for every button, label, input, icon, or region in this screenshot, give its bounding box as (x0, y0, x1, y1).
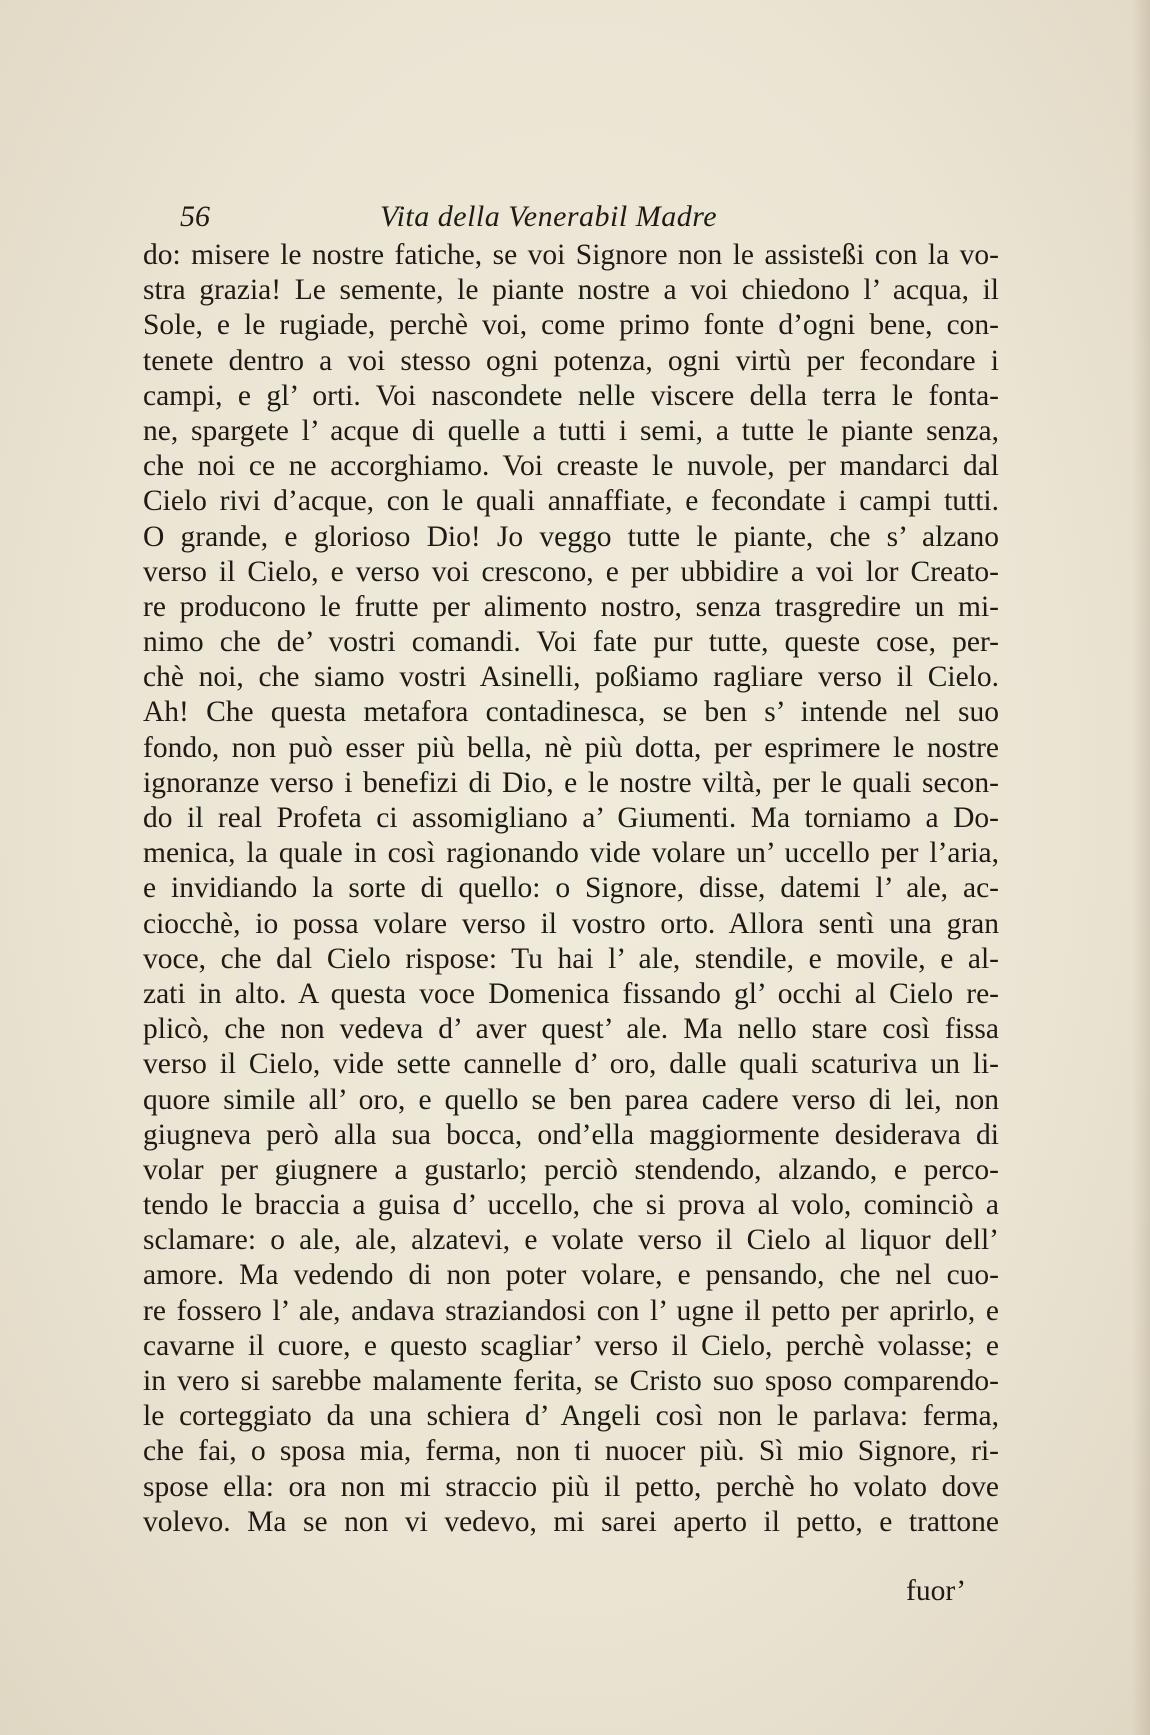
text-line: tenete dentro a voi stesso ogni potenza, ogni virtù per fecondare i (143, 344, 999, 377)
text-line: che fai, o sposa mia, ferma, non ti nuocer più. Sì mio Signore, ri- (143, 1435, 999, 1468)
text-line: giugneva però alla sua bocca, ond’ella maggiormente desiderava di (143, 1118, 999, 1151)
text-line: e invidiando la sorte di quello: o Signore, disse, datemi l’ ale, ac- (143, 872, 999, 905)
running-head (180, 200, 980, 240)
text-line: zati in alto. A questa voce Domenica fissando gl’ occhi al Cielo re- (143, 977, 999, 1010)
text-line: nimo che de’ vostri comandi. Voi fate pur tutte, queste cose, per- (143, 626, 999, 659)
text-line: do il real Profeta ci assomigliano a’ Giumenti. Ma torniamo a Do- (143, 802, 999, 834)
text-line: fondo, non può esser più bella, nè più dotta, per esprimere le nostre (143, 731, 999, 764)
text-line: ignoranze verso i benefizi di Dio, e le nostre viltà, per le quali secon- (143, 766, 999, 799)
text-line: verso il Cielo, e verso voi crescono, e per ubbidire a voi lor Creato- (143, 555, 999, 588)
text-line: ne, spargete l’ acque di quelle a tutti i semi, a tutte le piante senza, (143, 414, 999, 447)
text-line: plicò, che non vedeva d’ aver quest’ ale. Ma nello stare così fissa (143, 1013, 999, 1046)
text-line: spose ella: ora non mi straccio più il petto, perchè ho volato dove (143, 1470, 999, 1503)
text-line: cavarne il cuore, e questo scagliar’ verso il Cielo, perchè volasse; e (143, 1329, 999, 1362)
text-line: volevo. Ma se non vi vedevo, mi sarei aperto il petto, e trattone (143, 1505, 999, 1538)
text-line: re producono le frutte per alimento nostro, senza trasgredire un mi- (143, 590, 999, 623)
text-line: voce, che dal Cielo rispose: Tu hai l’ ale, stendile, e movile, e al- (143, 942, 999, 975)
text-line: sclamare: o ale, ale, alzatevi, e volate verso il Cielo al liquor dell’ (143, 1224, 999, 1257)
text-line: Sole, e le rugiade, perchè voi, come primo fonte d’ogni bene, con- (143, 309, 999, 342)
text-line: amore. Ma vedendo di non poter volare, e pensando, che nel cuo- (143, 1259, 999, 1292)
text-line: volar per giugnere a gustarlo; perciò stendendo, alzando, e perco- (143, 1153, 999, 1186)
running-title: Vita della Venerabil Madre (380, 200, 718, 233)
text-line: O grande, e glorioso Dio! Jo veggo tutte le piante, che s’ alzano (143, 520, 999, 553)
text-line: do: misere le nostre fatiche, se voi Signore non le assisteßi con la vo- (143, 239, 999, 271)
text-line: chè noi, che siamo vostri Asinelli, poßiamo ragliare verso il Cielo. (143, 661, 999, 694)
text-line: le corteggiato da una schiera d’ Angeli così non le parlava: ferma, (143, 1400, 999, 1433)
text-line: Ah! Che questa metafora contadinesca, se ben s’ intende nel suo (143, 696, 999, 729)
text-line: campi, e gl’ orti. Voi nascondete nelle viscere della terra le fonta- (143, 379, 999, 412)
text-line: quore simile all’ oro, e quello se ben parea cadere verso di lei, non (143, 1083, 999, 1116)
text-line: re fossero l’ ale, andava straziandosi con l’ ugne il petto per aprirlo, e (143, 1294, 999, 1327)
text-line: tendo le braccia a guisa d’ uccello, che si prova al volo, cominciò a (143, 1189, 999, 1222)
page-edge-shadow (1132, 0, 1150, 1735)
text-line: menica, la quale in così ragionando vide volare un’ uccello per l’aria, (143, 837, 999, 870)
text-line: che noi ce ne accorghiamo. Voi creaste le nuvole, per mandarci dal (143, 450, 999, 483)
text-line: ciocchè, io possa volare verso il vostro orto. Allora sentì una gran (143, 907, 999, 940)
body-text (143, 238, 999, 1540)
text-line: Cielo rivi d’acque, con le quali annaffiate, e fecondate i campi tutti. (143, 485, 999, 518)
text-line: in vero si sarebbe malamente ferita, se Cristo suo sposo comparendo- (143, 1365, 999, 1397)
catchword: fuor’ (906, 1575, 967, 1607)
text-line: verso il Cielo, vide sette cannelle d’ oro, dalle quali scaturiva un li- (143, 1048, 999, 1081)
page-number: 56 (180, 200, 210, 233)
text-line: stra grazia! Le semente, le piante nostre a voi chiedono l’ acqua, il (143, 274, 999, 307)
